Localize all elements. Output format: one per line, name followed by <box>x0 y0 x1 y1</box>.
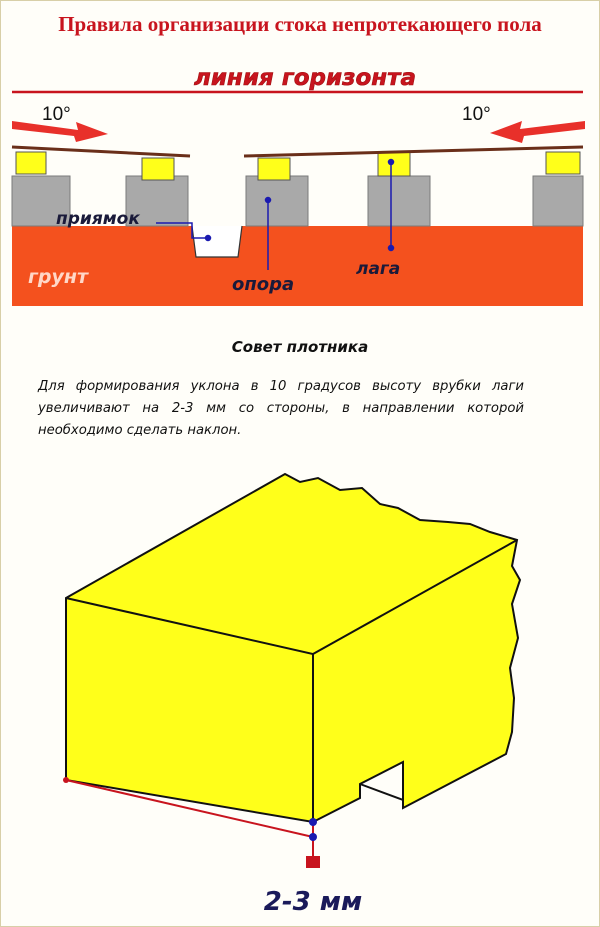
horizon-label: линия горизонта <box>193 65 417 91</box>
angle-left-label: 10° <box>42 104 71 125</box>
angle-right-label: 10° <box>462 104 491 125</box>
advice-text: Для формирования уклона в 10 градусов высоту врубки лаги увеличивают на 2-3 мм со стороны, в направлении которой необходимо сделать наклон. <box>38 379 524 438</box>
corner-marker <box>63 777 69 783</box>
support <box>246 176 308 226</box>
support <box>533 176 583 226</box>
joist <box>258 158 290 180</box>
advice-title: Совет плотника <box>231 338 369 356</box>
support-label: опора <box>232 274 295 295</box>
dimension-point-mid <box>309 833 317 841</box>
page-title: Правила организации стока непротекающего пола <box>58 12 542 36</box>
beam-notch <box>360 784 403 808</box>
pit <box>192 226 242 257</box>
dimension-label: 2-3 мм <box>263 887 363 917</box>
ground-label: грунт <box>28 266 89 288</box>
joist <box>142 158 174 180</box>
joist <box>546 152 580 174</box>
joist-label: лага <box>356 259 401 279</box>
drainage-diagram <box>0 58 600 313</box>
dimension-end-marker <box>306 856 320 868</box>
pit-label: приямок <box>56 209 140 229</box>
floor-line-right <box>244 147 583 156</box>
dimension-point-top <box>309 818 317 826</box>
joist <box>378 152 410 176</box>
joist <box>16 152 46 174</box>
support <box>368 176 430 226</box>
beam-diagram <box>0 462 600 922</box>
beam-body <box>66 474 520 822</box>
arrow-left-icon <box>490 121 585 143</box>
ground <box>12 226 583 306</box>
